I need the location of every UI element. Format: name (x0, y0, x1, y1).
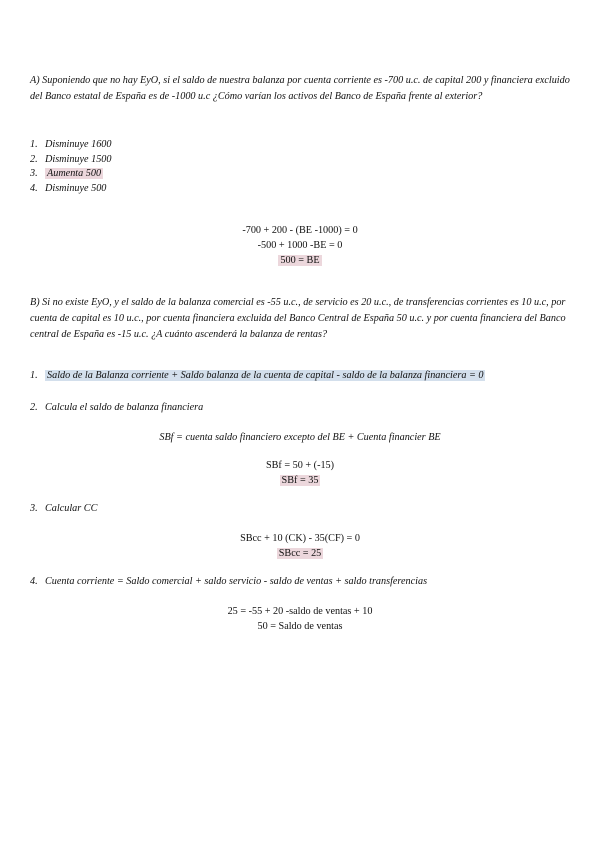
step-4-equation-1: 25 = -55 + 20 -saldo de ventas + 10 (227, 606, 373, 617)
step-4-equation-2: 50 = Saldo de ventas (257, 621, 343, 632)
step-3-equation-2: SBcc = 25 (278, 548, 322, 559)
option-2: 2. Disminuye 1500 (30, 153, 112, 165)
option-4: 4. Disminuye 500 (30, 182, 107, 194)
step-4: 4. Cuenta corriente = Saldo comercial + saldo servicio - saldo de ventas + saldo transferencias (30, 576, 428, 587)
question-a-options (30, 138, 112, 196)
step-2-equation-2: SBf = 35 (281, 475, 319, 486)
step-2-formula: SBf = cuenta saldo financiero excepto del BE + Cuenta financier BE (159, 432, 441, 443)
step-3-equation-1: SBcc + 10 (CK) - 35(CF) = 0 (240, 533, 360, 544)
option-3-selected: 3. Aumenta 500 (30, 168, 102, 179)
question-a-text: A) Suponiendo que no hay EyO, si el saldo de nuestra balanza por cuenta corriente es -700 u.c. de capital 200 y financiera excluido del Banco estatal de España es de -1000 u.c ¿Cómo varían los activos del Banco de España frente al exterior? (30, 75, 570, 102)
option-1: 1. Disminuye 1600 (30, 139, 112, 150)
step-1: 1. Saldo de la Balanza corriente + Saldo balanza de la cuenta de capital - saldo de la balanza financiera = 0 (30, 370, 484, 381)
step-2-equation-1: SBf = 50 + (-15) (265, 460, 335, 471)
step-3: 3. Calcular CC (30, 503, 98, 514)
question-b-text: B) Si no existe EyO, y el saldo de la balanza comercial es -55 u.c., de servicio es 20 u.c., de transferencias corrientes es 10 u.c, por cuenta de capital es 10 u.c., por cuenta financiera excluida del Banco Central de España 50 u.c. y por cuenta financiera del Banco central de España es -15 u.c. ¿A cuánto ascenderá la balanza de rentas? (30, 297, 566, 340)
step-2: 2. Calcula el saldo de balanza financiera (30, 402, 204, 413)
equation-a-2: -500 + 1000 -BE = 0 (257, 240, 343, 251)
equation-a-1: -700 + 200 - (BE -1000) = 0 (242, 225, 358, 236)
equation-a-3: 500 = BE (280, 255, 320, 266)
